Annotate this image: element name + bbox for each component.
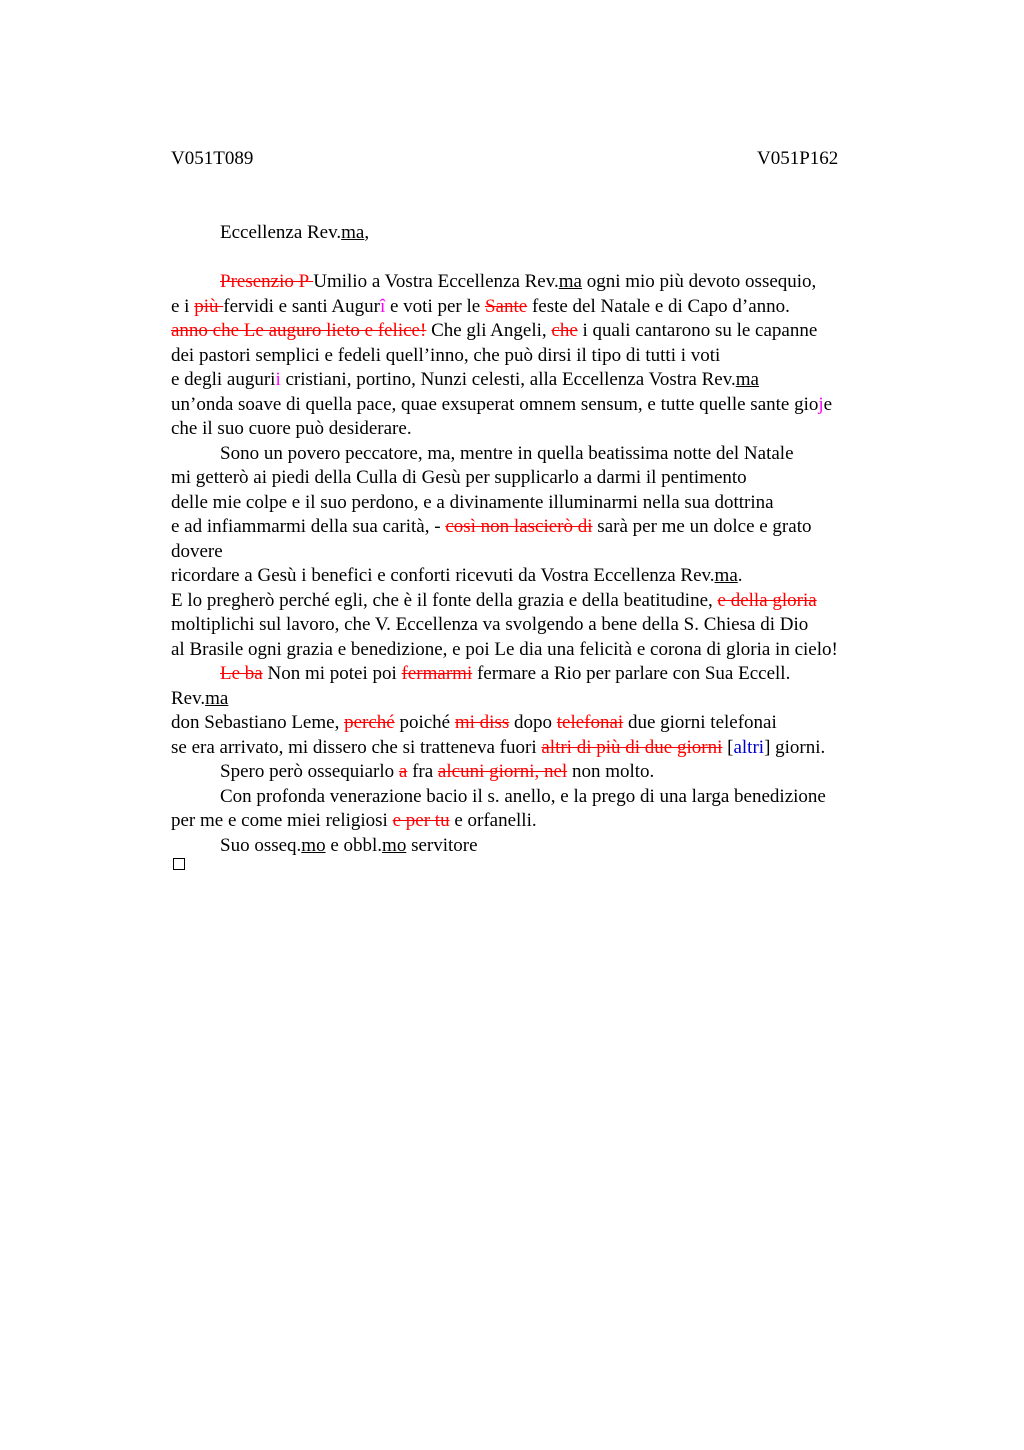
text-segment: che il suo cuore può desiderare. bbox=[171, 418, 412, 439]
text-segment: mi getterò ai piedi della Culla di Gesù per supplicarlo a darmi il pentimento bbox=[171, 467, 747, 488]
text-segment: se era arrivato, mi dissero che si tratteneva fuori bbox=[171, 736, 542, 758]
text-segment: fra bbox=[407, 761, 438, 782]
deleted-text: mi diss bbox=[454, 712, 510, 733]
letter-line bbox=[171, 613, 911, 638]
text-segment: per me e come miei religiosi bbox=[171, 810, 393, 831]
salutation-text: Eccellenza Rev. bbox=[220, 222, 342, 243]
salutation-punct: , bbox=[364, 222, 370, 243]
deleted-text: Le ba bbox=[220, 663, 263, 684]
text-segment: e orfanelli. bbox=[449, 810, 537, 831]
deleted-text: telefonai bbox=[556, 712, 624, 733]
abbreviation-superscript: ma bbox=[735, 369, 759, 390]
salutation-abbrev: ma bbox=[341, 222, 365, 243]
text-segment: dopo bbox=[509, 712, 557, 733]
text-segment: E lo pregherò perché egli, che è il fonte della grazia e della beatitudine, bbox=[171, 589, 718, 611]
text-segment: sarà per me un dolce e grato bbox=[592, 516, 812, 537]
deleted-text: fermarmi bbox=[401, 663, 473, 684]
text-segment: due giorni telefonai bbox=[623, 712, 777, 733]
salutation bbox=[220, 222, 369, 244]
letter-line bbox=[171, 564, 911, 589]
abbreviation-superscript: ma bbox=[205, 687, 229, 709]
text-segment: Rev. bbox=[171, 687, 206, 709]
letter-line bbox=[171, 785, 911, 810]
letter-line bbox=[171, 295, 911, 320]
abbreviation-superscript: mo bbox=[301, 834, 326, 856]
letter-line bbox=[171, 760, 911, 785]
text-segment: ricordare a Gesù i benefici e conforti ricevuti da Vostra Eccellenza Rev. bbox=[171, 565, 715, 586]
letter-line bbox=[171, 344, 911, 369]
abbreviation-superscript: ma bbox=[714, 565, 738, 586]
letter-line bbox=[171, 270, 911, 295]
text-segment: Suo osseq. bbox=[220, 834, 302, 856]
letter-line bbox=[171, 638, 911, 663]
page-code-right: V051P162 bbox=[757, 148, 839, 169]
letter-line bbox=[171, 809, 911, 834]
abbreviation-superscript: ma bbox=[558, 271, 582, 292]
text-segment: i quali cantarono su le capanne bbox=[577, 320, 818, 341]
text-segment: al Brasile ogni grazia e benedizione, e poi Le dia una felicità e corona di gloria in cielo! bbox=[171, 638, 838, 660]
text-segment: cristiani, portino, Nunzi celesti, alla Eccellenza Vostra Rev. bbox=[280, 369, 736, 390]
deleted-text: Sante bbox=[484, 295, 528, 317]
text-segment: e obbl. bbox=[325, 834, 383, 856]
letter-line bbox=[171, 368, 911, 393]
text-segment: feste del Natale e di Capo d’anno. bbox=[527, 295, 790, 317]
text-segment: ogni mio più devoto ossequio, bbox=[581, 271, 817, 292]
text-segment: servitore bbox=[406, 834, 478, 856]
deleted-text: altri di più di due giorni bbox=[541, 736, 723, 758]
deleted-text: più bbox=[194, 295, 224, 317]
text-segment: Non mi potei poi bbox=[262, 663, 402, 684]
deleted-text: alcuni giorni, nel bbox=[437, 761, 568, 782]
text-segment: non molto. bbox=[567, 761, 655, 782]
letter-line bbox=[171, 711, 911, 736]
text-segment: ] giorni. bbox=[764, 736, 826, 758]
text-segment: . bbox=[737, 565, 743, 586]
deleted-text: a bbox=[398, 761, 408, 782]
text-segment: e i bbox=[171, 295, 195, 317]
deleted-text: così non lascierò di bbox=[445, 516, 593, 537]
text-segment: e voti per le bbox=[385, 295, 485, 317]
document-code-left: V051T089 bbox=[171, 148, 254, 169]
text-segment: Che gli Angeli, bbox=[426, 320, 552, 341]
letter-line bbox=[171, 687, 911, 712]
deleted-text: Presenzio P bbox=[220, 271, 314, 292]
text-segment: fermare a Rio per parlare con Sua Eccell. bbox=[472, 663, 791, 684]
text-segment: e ad infiammarmi della sua carità, - bbox=[171, 516, 446, 537]
letter-body bbox=[171, 270, 911, 858]
text-segment: don Sebastiano Leme, bbox=[171, 712, 345, 733]
text-segment: e bbox=[823, 393, 833, 415]
end-mark-box bbox=[173, 858, 185, 870]
letter-line bbox=[171, 736, 911, 761]
text-segment: fervidi e santi Augur bbox=[223, 295, 380, 317]
abbreviation-superscript: mo bbox=[382, 834, 407, 856]
deleted-text: e per tu bbox=[392, 810, 450, 831]
editorial-letter: î bbox=[379, 295, 386, 317]
letter-line bbox=[171, 319, 911, 344]
inserted-text: altri bbox=[733, 736, 765, 758]
letter-line bbox=[171, 393, 911, 418]
text-segment: delle mie colpe e il suo perdono, e a divinamente illuminarmi nella sua dottrina bbox=[171, 491, 774, 513]
letter-line bbox=[171, 834, 911, 859]
text-segment: dovere bbox=[171, 540, 223, 562]
text-segment: Sono un povero peccatore, ma, mentre in quella beatissima notte del Natale bbox=[220, 442, 794, 464]
text-segment: moltiplichi sul lavoro, che V. Eccellenza va svolgendo a bene della S. Chiesa di Dio bbox=[171, 614, 809, 635]
text-segment: Umilio a Vostra Eccellenza Rev. bbox=[313, 271, 559, 292]
text-segment: dei pastori semplici e fedeli quell’inno, che può dirsi il tipo di tutti i voti bbox=[171, 344, 721, 366]
deleted-text: che bbox=[551, 320, 578, 341]
editorial-letter: j bbox=[818, 393, 824, 415]
text-segment: e degli auguri bbox=[171, 369, 276, 390]
letter-line bbox=[171, 466, 911, 491]
text-segment: Con profonda venerazione bacio il s. anello, e la prego di una larga benedizione bbox=[220, 785, 826, 807]
letter-line bbox=[171, 515, 911, 540]
text-segment: Spero però ossequiarlo bbox=[220, 761, 399, 782]
letter-line bbox=[171, 540, 911, 565]
text-segment: [ bbox=[722, 736, 734, 758]
deleted-text: anno che Le auguro lieto e felice! bbox=[171, 320, 427, 341]
letter-line bbox=[171, 662, 911, 687]
text-segment: un’onda soave di quella pace, quae exsuperat omnem sensum, e tutte quelle sante gio bbox=[171, 393, 819, 415]
text-segment: poiché bbox=[394, 712, 455, 733]
letter-line bbox=[171, 491, 911, 516]
deleted-text: perché bbox=[344, 712, 395, 733]
letter-line bbox=[171, 589, 911, 614]
editorial-letter: i bbox=[275, 369, 281, 390]
letter-line bbox=[171, 417, 911, 442]
deleted-text: e della gloria bbox=[717, 589, 817, 611]
letter-line bbox=[171, 442, 911, 467]
